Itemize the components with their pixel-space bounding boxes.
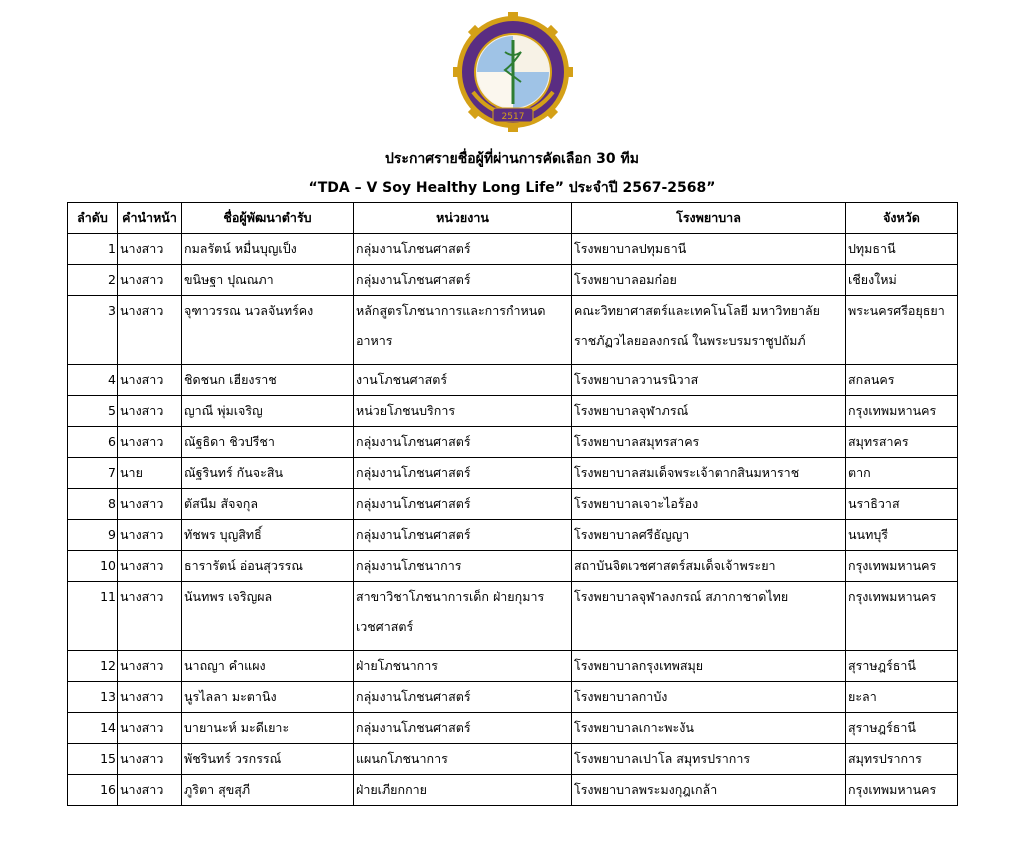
cell-hospital: โรงพยาบาลศรีธัญญา — [572, 520, 846, 551]
cell-hospital: โรงพยาบาลอมก๋อย — [572, 265, 846, 296]
cell-hospital: โรงพยาบาลกาบัง — [572, 682, 846, 713]
cell-no: 9 — [68, 520, 118, 551]
cell-unit: กลุ่มงานโภชนศาสตร์ — [354, 458, 572, 489]
page-title: ประกาศรายชื่อผู้ที่ผ่านการคัดเลือก 30 ทีม — [385, 151, 639, 167]
cell-province: พระนครศรีอยุธยา — [846, 296, 958, 365]
cell-prefix: นางสาว — [118, 427, 182, 458]
cell-name: บายานะห์ มะดีเยาะ — [182, 713, 354, 744]
cell-hospital: โรงพยาบาลกรุงเทพสมุย — [572, 651, 846, 682]
cell-unit: กลุ่มงานโภชนศาสตร์ — [354, 427, 572, 458]
cell-name: พัชรินทร์ วรกรรณ์ — [182, 744, 354, 775]
cell-hospital: โรงพยาบาลพระมงกุฎเกล้า — [572, 775, 846, 806]
cell-hospital: สถาบันจิตเวชศาสตร์สมเด็จเจ้าพระยา — [572, 551, 846, 582]
cell-province: เชียงใหม่ — [846, 265, 958, 296]
table-row — [68, 682, 958, 713]
cell-prefix: นาย — [118, 458, 182, 489]
cell-province: สุราษฎร์ธานี — [846, 713, 958, 744]
table-row — [68, 651, 958, 682]
cell-prefix: นางสาว — [118, 713, 182, 744]
cell-prefix: นางสาว — [118, 582, 182, 651]
cell-hospital: โรงพยาบาลปทุมธานี — [572, 234, 846, 265]
cell-no: 2 — [68, 265, 118, 296]
cell-province: นราธิวาส — [846, 489, 958, 520]
cell-province: นนทบุรี — [846, 520, 958, 551]
cell-hospital: โรงพยาบาลจุฬาภรณ์ — [572, 396, 846, 427]
cell-hospital: โรงพยาบาลเจาะไอร้อง — [572, 489, 846, 520]
table-row — [68, 713, 958, 744]
cell-unit: หลักสูตรโภชนาการและการกำหนดอาหาร — [354, 296, 572, 365]
header-no: ลำดับ — [68, 203, 118, 234]
cell-prefix: นางสาว — [118, 651, 182, 682]
cell-name: ตัสนีม สัจจกุล — [182, 489, 354, 520]
cell-prefix: นางสาว — [118, 296, 182, 365]
cell-name: ณัฐธิดา ชิวปรีชา — [182, 427, 354, 458]
cell-prefix: นางสาว — [118, 551, 182, 582]
cell-unit: กลุ่มงานโภชนศาสตร์ — [354, 713, 572, 744]
cell-hospital: โรงพยาบาลเกาะพะงัน — [572, 713, 846, 744]
table-row — [68, 775, 958, 806]
cell-unit: แผนกโภชนาการ — [354, 744, 572, 775]
cell-name: ญาณี พุ่มเจริญ — [182, 396, 354, 427]
cell-name: นูรไลลา มะตานิง — [182, 682, 354, 713]
cell-province: สมุทรปราการ — [846, 744, 958, 775]
cell-province: สกลนคร — [846, 365, 958, 396]
table-row — [68, 265, 958, 296]
cell-no: 14 — [68, 713, 118, 744]
cell-province: กรุงเทพมหานคร — [846, 775, 958, 806]
cell-unit: งานโภชนศาสตร์ — [354, 365, 572, 396]
cell-no: 4 — [68, 365, 118, 396]
table-row — [68, 520, 958, 551]
cell-name: ชิดชนก เฮียงราช — [182, 365, 354, 396]
table-row — [68, 296, 958, 365]
cell-name: นันทพร เจริญผล — [182, 582, 354, 651]
cell-no: 15 — [68, 744, 118, 775]
cell-province: กรุงเทพมหานคร — [846, 396, 958, 427]
cell-unit: ฝ่ายโภชนาการ — [354, 651, 572, 682]
cell-unit: ฝ่ายเภียกกาย — [354, 775, 572, 806]
cell-province: กรุงเทพมหานคร — [846, 551, 958, 582]
cell-prefix: นางสาว — [118, 234, 182, 265]
cell-name: ทัชพร บุญสิทธิ์ — [182, 520, 354, 551]
cell-name: จุฑาวรรณ นวลจันทร์คง — [182, 296, 354, 365]
cell-hospital: โรงพยาบาลวานรนิวาส — [572, 365, 846, 396]
table-row — [68, 551, 958, 582]
table-row — [68, 234, 958, 265]
cell-name: ธารารัตน์ อ่อนสุวรรณ — [182, 551, 354, 582]
page-subtitle: “TDA – V Soy Healthy Long Life” ประจำปี 2567-2568” — [308, 180, 716, 196]
cell-hospital: คณะวิทยาศาสตร์และเทคโนโลยี มหาวิทยาลัยราชภัฏวไลยอลงกรณ์ ในพระบรมราชูปถัมภ์ — [572, 296, 846, 365]
cell-name: นาถญา คำแผง — [182, 651, 354, 682]
table-row — [68, 396, 958, 427]
cell-no: 1 — [68, 234, 118, 265]
table-row — [68, 582, 958, 651]
cell-hospital: โรงพยาบาลสมเด็จพระเจ้าตากสินมหาราช — [572, 458, 846, 489]
cell-prefix: นางสาว — [118, 520, 182, 551]
cell-hospital: โรงพยาบาลจุฬาลงกรณ์ สภากาชาดไทย — [572, 582, 846, 651]
cell-province: สมุทรสาคร — [846, 427, 958, 458]
header-prefix: คำนำหน้า — [118, 203, 182, 234]
table-row — [68, 427, 958, 458]
cell-no: 7 — [68, 458, 118, 489]
table-row — [68, 458, 958, 489]
cell-unit: กลุ่มงานโภชนศาสตร์ — [354, 265, 572, 296]
cell-no: 12 — [68, 651, 118, 682]
cell-no: 13 — [68, 682, 118, 713]
cell-no: 5 — [68, 396, 118, 427]
cell-province: ยะลา — [846, 682, 958, 713]
cell-prefix: นางสาว — [118, 682, 182, 713]
cell-province: ปทุมธานี — [846, 234, 958, 265]
cell-province: กรุงเทพมหานคร — [846, 582, 958, 651]
cell-prefix: นางสาว — [118, 396, 182, 427]
table-row — [68, 744, 958, 775]
table-row — [68, 365, 958, 396]
cell-prefix: นางสาว — [118, 265, 182, 296]
cell-province: สุราษฎร์ธานี — [846, 651, 958, 682]
cell-unit: กลุ่มงานโภชนาการ — [354, 551, 572, 582]
cell-no: 6 — [68, 427, 118, 458]
logo-year: 2517 — [501, 112, 525, 122]
cell-name: ณัฐรินทร์ กันจะสิน — [182, 458, 354, 489]
cell-no: 16 — [68, 775, 118, 806]
cell-no: 10 — [68, 551, 118, 582]
cell-unit: หน่วยโภชนบริการ — [354, 396, 572, 427]
table-row — [68, 489, 958, 520]
cell-prefix: นางสาว — [118, 744, 182, 775]
cell-prefix: นางสาว — [118, 365, 182, 396]
cell-prefix: นางสาว — [118, 775, 182, 806]
cell-unit: กลุ่มงานโภชนศาสตร์ — [354, 520, 572, 551]
cell-unit: กลุ่มงานโภชนศาสตร์ — [354, 682, 572, 713]
cell-unit: กลุ่มงานโภชนศาสตร์ — [354, 234, 572, 265]
cell-name: กมลรัตน์ หมื่นบุญเป็ง — [182, 234, 354, 265]
cell-unit: กลุ่มงานโภชนศาสตร์ — [354, 489, 572, 520]
cell-province: ตาก — [846, 458, 958, 489]
cell-unit: สาขาวิชาโภชนาการเด็ก ฝ่ายกุมารเวชศาสตร์ — [354, 582, 572, 651]
header-hospital: โรงพยาบาล — [572, 203, 846, 234]
header-unit: หน่วยงาน — [354, 203, 572, 234]
cell-name: ภูริตา สุขสุภี — [182, 775, 354, 806]
header-province: จังหวัด — [846, 203, 958, 234]
header-name: ชื่อผู้พัฒนาตำรับ — [182, 203, 354, 234]
table-header-row — [68, 203, 958, 234]
cell-name: ขนิษฐา ปุณณภา — [182, 265, 354, 296]
cell-hospital: โรงพยาบาลสมุทรสาคร — [572, 427, 846, 458]
cell-no: 8 — [68, 489, 118, 520]
cell-no: 11 — [68, 582, 118, 651]
participants-table — [67, 202, 958, 806]
cell-hospital: โรงพยาบาลเปาโล สมุทรปราการ — [572, 744, 846, 775]
cell-no: 3 — [68, 296, 118, 365]
association-logo — [453, 12, 573, 132]
cell-prefix: นางสาว — [118, 489, 182, 520]
